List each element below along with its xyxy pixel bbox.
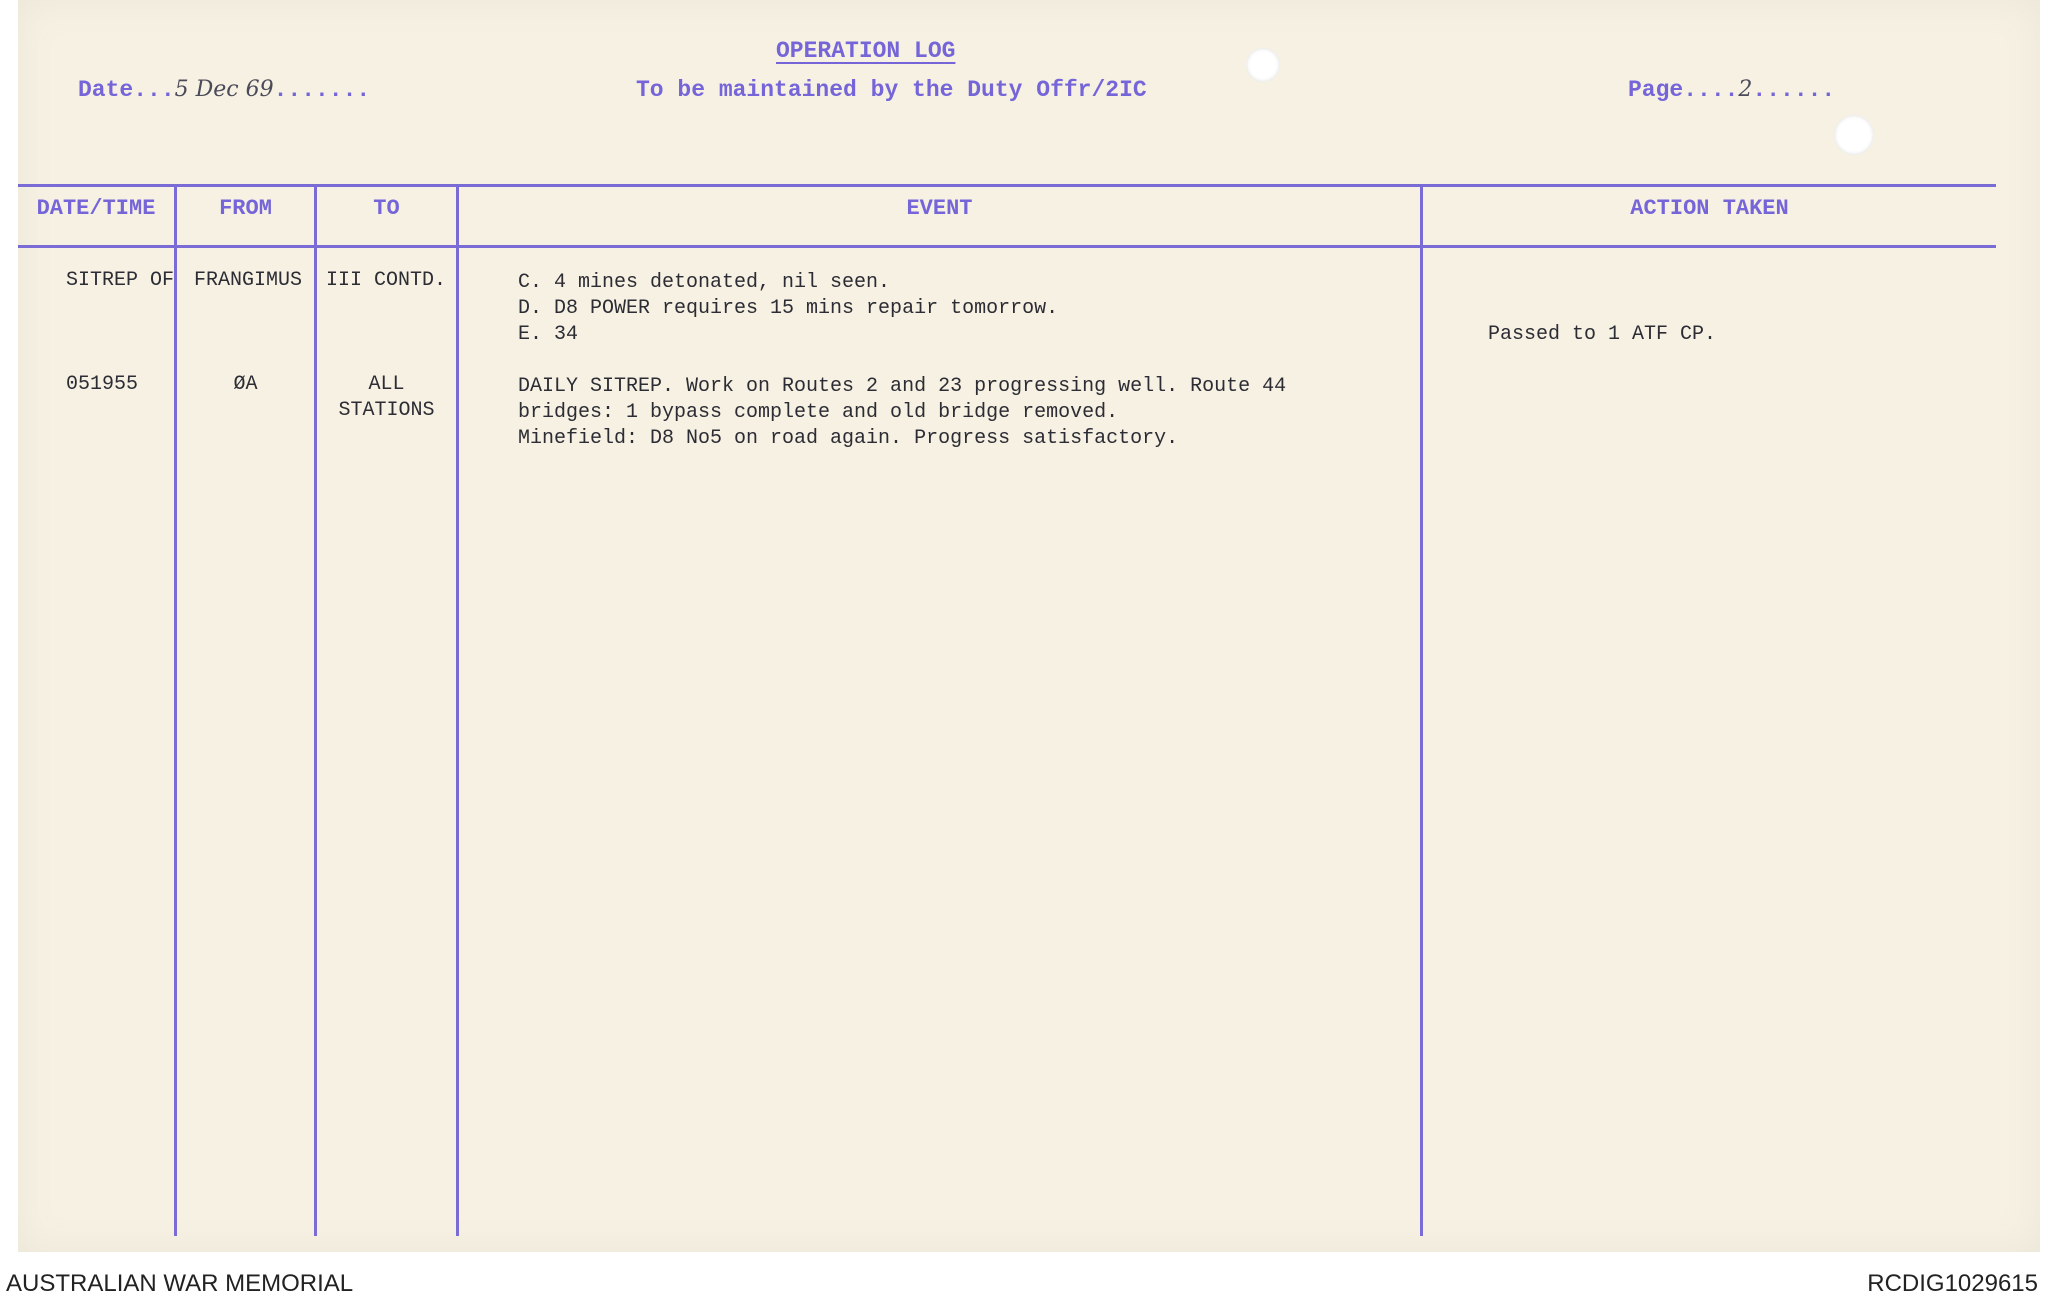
col-header-datetime: DATE/TIME — [36, 196, 156, 221]
col-divider-2 — [314, 184, 317, 1236]
col-header-event: EVENT — [906, 196, 973, 221]
log-subtitle: To be maintained by the Duty Offr/2IC — [636, 77, 1147, 103]
row1-from: FRANGIMUS — [194, 269, 303, 292]
row1-action: Passed to 1 ATF CP. — [1488, 323, 1717, 346]
footer-record-id: RCDIG1029615 — [1867, 1270, 2038, 1297]
page-value: 2 — [1738, 77, 1753, 102]
row1-datetime: SITREP OF — [66, 269, 175, 292]
punch-hole-right — [1834, 115, 1874, 155]
date-value: 5 Dec 69 — [174, 77, 274, 102]
col-header-to: TO — [373, 196, 400, 221]
col-divider-1 — [174, 184, 177, 1236]
date-label: Date... — [78, 77, 175, 103]
row2-to-line-2: STATIONS — [338, 399, 435, 422]
row2-to-line-1: ALL — [368, 373, 405, 396]
date-dots: ....... — [273, 77, 371, 103]
log-sheet — [18, 0, 2040, 1252]
row1-event-line-2: D. D8 POWER requires 15 mins repair tomorrow. — [518, 297, 1059, 320]
col-divider-3 — [456, 184, 459, 1236]
footer-archive-name: AUSTRALIAN WAR MEMORIAL — [6, 1270, 354, 1297]
punch-hole-top — [1246, 48, 1280, 82]
date-field — [78, 77, 370, 103]
row1-event-line-1: C. 4 mines detonated, nil seen. — [518, 271, 891, 294]
col-divider-4 — [1420, 184, 1423, 1236]
row2-datetime: 051955 — [66, 373, 139, 396]
log-title: OPERATION LOG — [776, 38, 956, 64]
page-label: Page.... — [1628, 77, 1739, 103]
col-header-action: ACTION TAKEN — [1630, 196, 1789, 221]
page-dots: ...... — [1752, 77, 1836, 103]
row2-event-line-1: DAILY SITREP. Work on Routes 2 and 23 progressing well. Route 44 — [518, 375, 1287, 398]
row1-to: III CONTD. — [326, 269, 447, 292]
row2-event-line-2: bridges: 1 bypass complete and old bridge removed. — [518, 401, 1119, 424]
col-header-from: FROM — [219, 196, 272, 221]
row2-from: ØA — [233, 373, 258, 396]
page-field — [1628, 77, 1835, 103]
row1-event-line-3: E. 34 — [518, 323, 579, 346]
row2-event-line-3: Minefield: D8 No5 on road again. Progress satisfactory. — [518, 427, 1179, 450]
